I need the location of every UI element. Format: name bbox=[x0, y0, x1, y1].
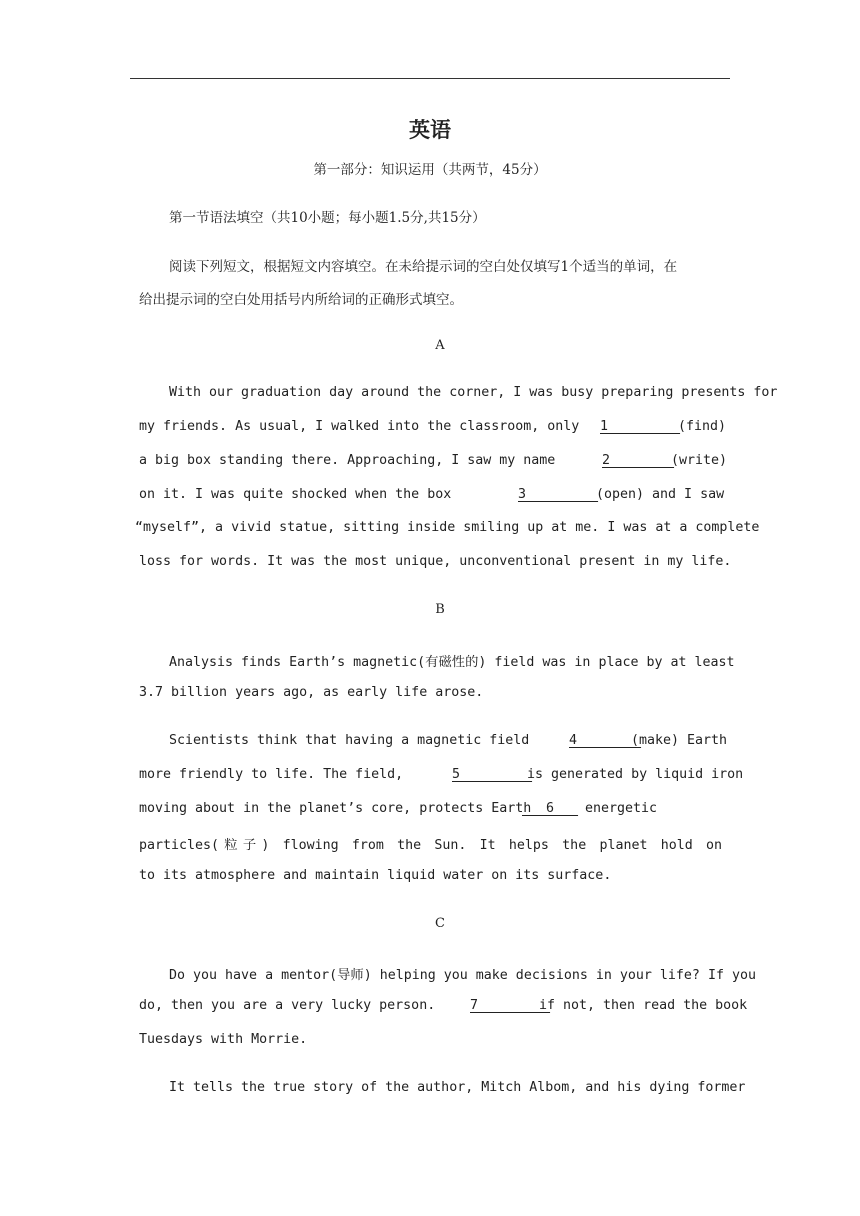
passage-b-line-2: 3.7 billion years ago, as early life arose. bbox=[139, 685, 484, 700]
passage-b-line-5: moving about in the planet’s core, protects Earth bbox=[139, 801, 532, 816]
passage-a-line-3: a big box standing there. Approaching, I saw my name bbox=[139, 453, 556, 468]
blank-3: 3 bbox=[518, 487, 599, 502]
hint-2: (write) bbox=[671, 453, 728, 468]
passage-c-line-4: It tells the true story of the author, Mitch Albom, and his dying former bbox=[169, 1080, 746, 1095]
header-rule bbox=[130, 78, 730, 79]
passage-b-line-3: Scientists think that having a magnetic field bbox=[169, 733, 530, 748]
hint-7: if not, then read the book bbox=[539, 998, 748, 1013]
passage-c-line-2: do, then you are a very lucky person. bbox=[139, 998, 436, 1013]
passage-b-line-1: Analysis finds Earth’s magnetic(有磁性的) field was in place by at least bbox=[169, 655, 735, 670]
passage-b-line-4: more friendly to life. The field, bbox=[139, 767, 404, 782]
hint-5: is generated by liquid iron bbox=[527, 767, 744, 782]
hint-6: energetic bbox=[585, 801, 658, 816]
instruction-line-2: 给出提示词的空白处用括号内所给词的正确形式填空。 bbox=[139, 292, 463, 308]
passage-a-line-4: on it. I was quite shocked when the box bbox=[139, 487, 452, 502]
page-title: 英语 bbox=[409, 118, 451, 142]
hint-3: (open) and I saw bbox=[596, 487, 725, 502]
part-subtitle: 第一部分：知识运用（共两节，45分） bbox=[313, 162, 547, 178]
section-heading: 第一节语法填空（共10小题；每小题1.5分,共15分） bbox=[169, 210, 486, 226]
passage-a-line-1: With our graduation day around the corner, I was busy preparing presents for bbox=[169, 385, 778, 400]
hint-4: (make) Earth bbox=[631, 733, 728, 748]
blank-1: 1 bbox=[600, 419, 681, 434]
blank-6: 6 bbox=[522, 801, 579, 816]
passage-c-line-3: Tuesdays with Morrie. bbox=[139, 1032, 308, 1047]
instruction-line-1: 阅读下列短文，根据短文内容填空。在未给提示词的空白处仅填写1个适当的单词，在 bbox=[169, 259, 678, 275]
blank-7: 7 bbox=[470, 998, 551, 1013]
blank-4: 4 bbox=[569, 733, 642, 748]
blank-5: 5 bbox=[452, 767, 533, 782]
passage-b-line-6: particles(粒子) flowing from the Sun. It helps the planet hold on bbox=[139, 838, 722, 853]
hint-1: (find) bbox=[678, 419, 727, 434]
passage-label-a: A bbox=[435, 338, 445, 353]
blank-2: 2 bbox=[602, 453, 675, 468]
passage-a-line-6: loss for words. It was the most unique, unconventional present in my life. bbox=[139, 554, 732, 569]
passage-label-b: B bbox=[435, 602, 445, 617]
passage-label-c: C bbox=[435, 916, 445, 931]
passage-b-line-7: to its atmosphere and maintain liquid water on its surface. bbox=[139, 868, 612, 883]
passage-a-line-5: “myself”, a vivid statue, sitting inside smiling up at me. I was at a complete bbox=[135, 520, 760, 535]
passage-a-line-2: my friends. As usual, I walked into the classroom, only bbox=[139, 419, 580, 434]
passage-c-line-1: Do you have a mentor(导师) helping you make decisions in your life? If you bbox=[169, 968, 756, 983]
